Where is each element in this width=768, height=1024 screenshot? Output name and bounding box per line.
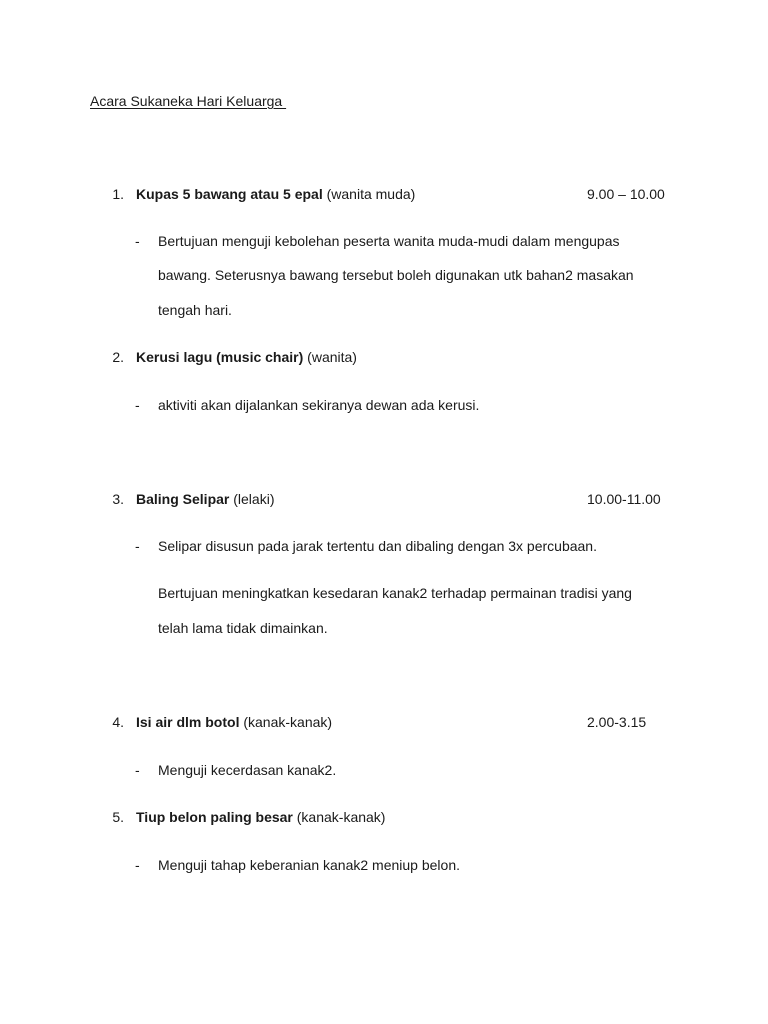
item-2-number: 2. <box>112 349 124 365</box>
item-1-time: 9.00 – 10.00 <box>587 186 665 202</box>
item-1-line-3: tengah hari. <box>158 302 232 318</box>
item-5-line-1: Menguji tahap keberanian kanak2 meniup belon. <box>158 857 460 873</box>
item-5-number: 5. <box>112 809 124 825</box>
item-3-dash: - <box>135 538 140 554</box>
item-4-time: 2.00-3.15 <box>587 714 647 730</box>
item-3-number: 3. <box>112 491 124 507</box>
item-1-line-2: bawang. Seterusnya bawang tersebut boleh digunakan utk bahan2 masakan <box>158 267 634 283</box>
item-3-line-2: Bertujuan meningkatkan kesedaran kanak2 terhadap permainan tradisi yang <box>158 585 632 601</box>
item-1-heading <box>136 185 415 203</box>
item-3-time: 10.00-11.00 <box>587 491 661 507</box>
item-4-heading <box>136 713 332 731</box>
item-2-line-1: aktiviti akan dijalankan sekiranya dewan ada kerusi. <box>158 397 480 413</box>
item-3-line-1: Selipar disusun pada jarak tertentu dan dibaling dengan 3x percubaan. <box>158 538 597 554</box>
item-4-group: (kanak-kanak) <box>239 714 333 730</box>
document-title: Acara Sukaneka Hari Keluarga <box>90 93 287 109</box>
item-3-heading <box>136 490 274 508</box>
item-4-dash: - <box>135 762 140 778</box>
item-3-line-3: telah lama tidak dimainkan. <box>158 620 328 636</box>
item-3-group: (lelaki) <box>229 491 275 507</box>
item-5-heading <box>136 808 385 826</box>
item-1-line-1: Bertujuan menguji kebolehan peserta wanita muda-mudi dalam mengupas <box>158 233 620 249</box>
item-5-name: Tiup belon paling besar <box>136 809 293 825</box>
item-5-dash: - <box>135 857 140 873</box>
item-4-number: 4. <box>112 714 124 730</box>
item-2-dash: - <box>135 397 140 413</box>
item-2-name: Kerusi lagu (music chair) <box>136 349 304 365</box>
item-5-group: (kanak-kanak) <box>292 809 386 825</box>
item-4-name: Isi air dlm botol <box>136 714 240 730</box>
item-3-name: Baling Selipar <box>136 491 230 507</box>
item-2-heading <box>136 348 357 366</box>
item-1-dash: - <box>135 233 140 249</box>
item-2-group: (wanita) <box>303 349 357 365</box>
item-4-line-1: Menguji kecerdasan kanak2. <box>158 762 337 778</box>
item-1-name: Kupas 5 bawang atau 5 epal <box>136 186 323 202</box>
item-1-group: (wanita muda) <box>322 186 416 202</box>
item-1-number: 1. <box>112 186 124 202</box>
